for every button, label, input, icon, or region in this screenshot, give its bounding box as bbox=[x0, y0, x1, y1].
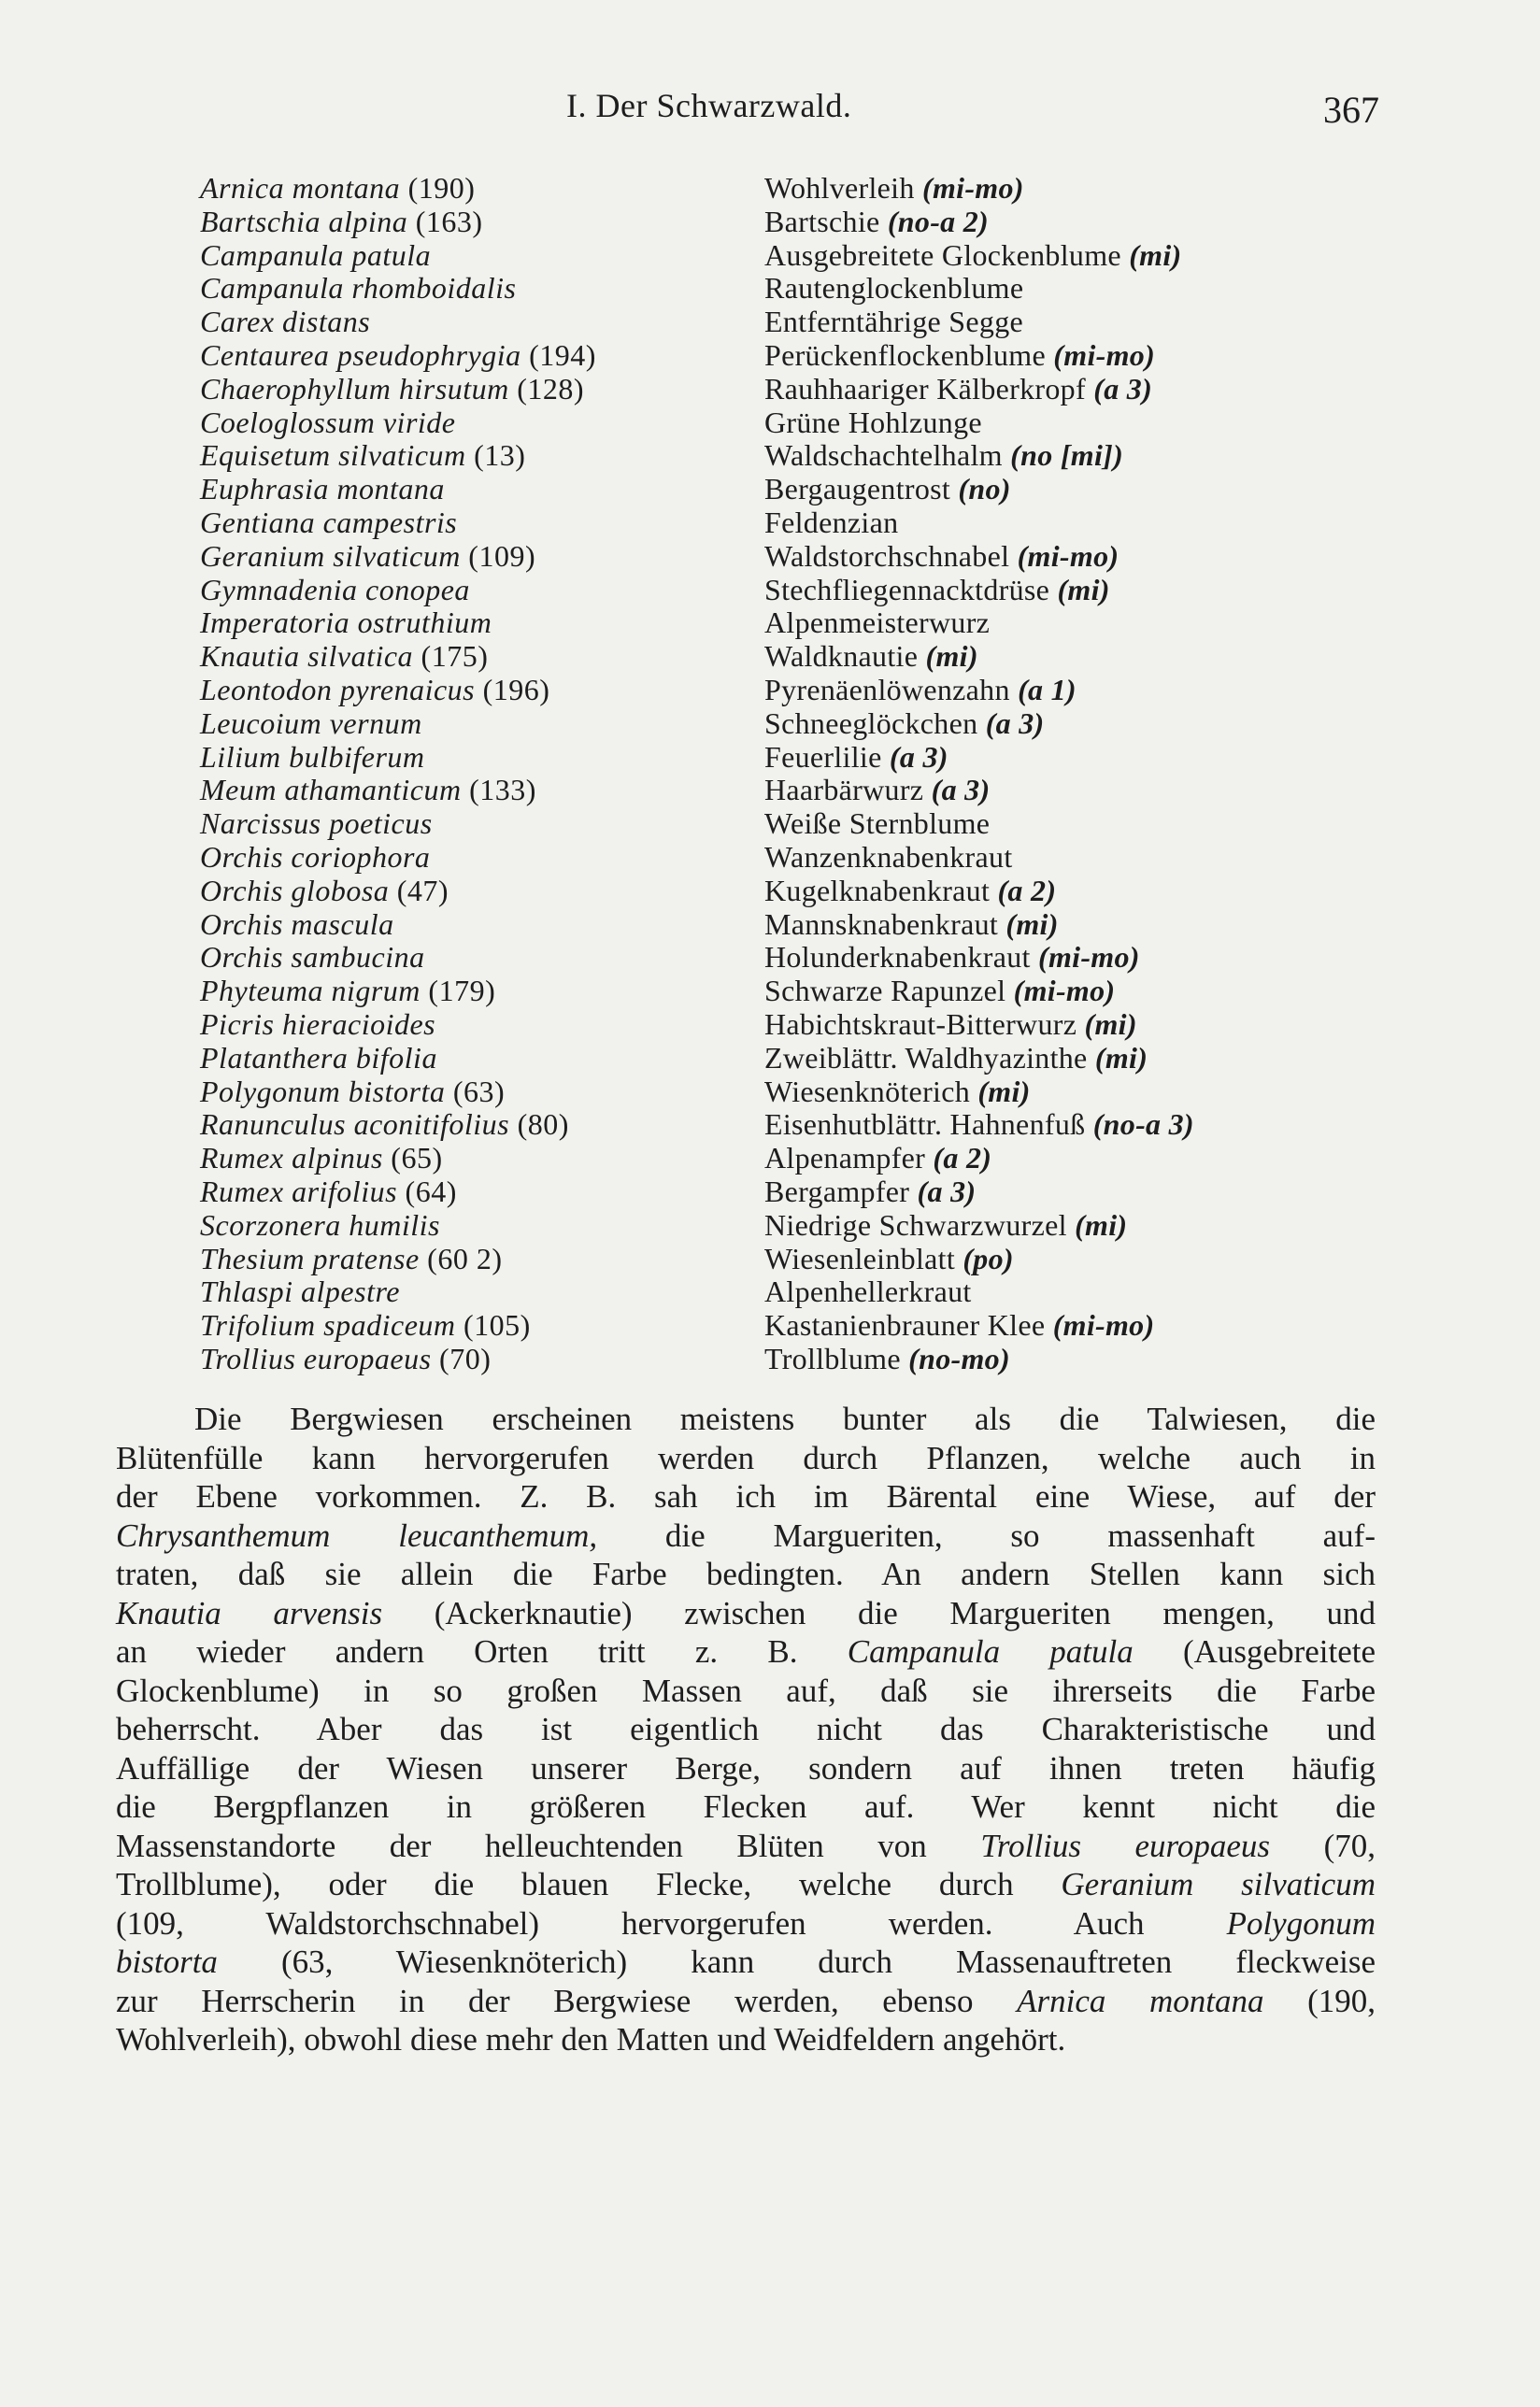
latin-name bbox=[200, 841, 430, 875]
german-name bbox=[764, 606, 990, 640]
species-row bbox=[200, 206, 1415, 239]
species-row bbox=[200, 807, 1415, 841]
habitat-code: (mi-mo) bbox=[1046, 337, 1156, 372]
habitat-code: (mi-mo) bbox=[1009, 538, 1119, 573]
reference-number: (179) bbox=[420, 974, 496, 1008]
latin-name bbox=[200, 306, 370, 339]
german-name-text: Alpenmeisterwurz bbox=[764, 605, 991, 640]
german-name-text: Grüne Hohlzunge bbox=[764, 405, 982, 439]
text-run: die Margueriten, so massenhaft auf- bbox=[597, 1517, 1376, 1554]
latin-name-text: Leucoium vernum bbox=[200, 705, 422, 740]
latin-name-text: Ranunculus aconitifolius bbox=[200, 1107, 510, 1142]
german-name bbox=[764, 908, 1059, 942]
species-row bbox=[200, 1075, 1415, 1109]
german-name bbox=[764, 1008, 1137, 1042]
latin-name-text: Bartschia alpina bbox=[200, 204, 408, 238]
latin-name-text: Orchis coriophora bbox=[200, 839, 431, 874]
latin-name bbox=[200, 473, 445, 506]
habitat-code: (no-a 2) bbox=[879, 204, 990, 238]
latin-name bbox=[200, 774, 536, 807]
german-name-text: Entferntährige Segge bbox=[764, 305, 1023, 339]
latin-name bbox=[200, 741, 425, 775]
german-name-text: Kastanienbrauner Klee bbox=[764, 1308, 1046, 1343]
species-row bbox=[200, 439, 1415, 473]
latin-name-text: Orchis sambucina bbox=[200, 940, 425, 975]
german-name-text: Waldknautie bbox=[764, 639, 919, 674]
latin-name-text: Thesium pratense bbox=[200, 1241, 420, 1275]
german-name bbox=[764, 1275, 972, 1309]
german-name bbox=[764, 339, 1155, 373]
german-name bbox=[764, 707, 1045, 741]
species-row bbox=[200, 1343, 1415, 1376]
species-row bbox=[200, 908, 1415, 942]
latin-name-text: Rumex arifolius bbox=[200, 1174, 398, 1208]
species-row bbox=[200, 1175, 1415, 1209]
german-name-text: Waldstorchschnabel bbox=[764, 538, 1010, 573]
habitat-code: (mi) bbox=[1066, 1207, 1128, 1242]
species-reference: Trollius europaeus bbox=[980, 1827, 1271, 1864]
german-name-text: Perückenflockenblume bbox=[764, 337, 1046, 372]
reference-number: (133) bbox=[461, 773, 536, 807]
latin-name bbox=[200, 1243, 502, 1276]
paragraph-line bbox=[116, 1477, 1376, 1517]
species-row bbox=[200, 941, 1415, 975]
german-name bbox=[764, 473, 1011, 506]
german-name bbox=[764, 172, 1024, 206]
habitat-code: (mi) bbox=[1087, 1040, 1148, 1075]
german-name-text: Schwarze Rapunzel bbox=[764, 974, 1006, 1008]
paragraph-line bbox=[116, 1632, 1376, 1672]
habitat-code: (mi-mo) bbox=[1030, 940, 1140, 975]
species-row bbox=[200, 674, 1415, 707]
latin-name bbox=[200, 1209, 440, 1243]
text-run: zur Herrscherin in der Bergwiese werden, ebenso bbox=[116, 1982, 1018, 2019]
text-run: (63, Wiesenknöterich) kann durch Massenauftreten fleckweise bbox=[217, 1944, 1376, 1980]
reference-number: (65) bbox=[382, 1141, 443, 1175]
text-run: (Ackerknautie) zwischen die Margueriten mengen, und bbox=[382, 1594, 1376, 1631]
paragraph-line bbox=[116, 1904, 1376, 1944]
latin-name-text: Trollius europaeus bbox=[200, 1341, 432, 1375]
habitat-code: (mi-mo) bbox=[1045, 1308, 1155, 1343]
species-row bbox=[200, 875, 1415, 908]
reference-number: (109) bbox=[460, 538, 536, 573]
german-name-text: Wiesenleinblatt bbox=[764, 1241, 956, 1275]
species-row bbox=[200, 574, 1415, 607]
german-name-text: Bartschie bbox=[764, 204, 880, 238]
latin-name-text: Thlaspi alpestre bbox=[200, 1275, 400, 1309]
german-name bbox=[764, 807, 990, 841]
text-run: Massenstandorte der helleuchtenden Blüten von bbox=[116, 1827, 981, 1864]
german-name-text: Alpenampfer bbox=[764, 1141, 926, 1175]
german-name-text: Waldschachtelhalm bbox=[764, 438, 1003, 473]
latin-name-text: Gymnadenia conopea bbox=[200, 572, 470, 606]
habitat-code: (a 3) bbox=[923, 773, 991, 807]
german-name bbox=[764, 439, 1123, 473]
paragraph-line bbox=[116, 2020, 1376, 2059]
latin-name bbox=[200, 1343, 491, 1376]
german-name bbox=[764, 841, 1013, 875]
habitat-code: (a 3) bbox=[909, 1174, 977, 1208]
habitat-code: (mi) bbox=[918, 639, 978, 674]
latin-name bbox=[200, 1175, 457, 1209]
habitat-code: (a 2) bbox=[925, 1141, 992, 1175]
german-name-text: Wanzenknabenkraut bbox=[764, 839, 1013, 874]
german-name bbox=[764, 774, 990, 807]
species-row bbox=[200, 606, 1415, 640]
species-row bbox=[200, 774, 1415, 807]
paragraph-line bbox=[116, 1827, 1376, 1866]
species-table bbox=[200, 172, 1415, 1376]
latin-name-text: Picris hieracioides bbox=[200, 1006, 436, 1041]
latin-name-text: Lilium bulbiferum bbox=[200, 739, 425, 774]
species-row bbox=[200, 272, 1415, 306]
body-paragraph bbox=[116, 1400, 1376, 2059]
habitat-code: (mi-mo) bbox=[914, 171, 1024, 205]
habitat-code: (no) bbox=[950, 472, 1011, 506]
latin-name-text: Gentiana campestris bbox=[200, 505, 458, 539]
reference-number: (128) bbox=[508, 371, 585, 406]
latin-name bbox=[200, 1042, 437, 1075]
german-name-text: Feuerlilie bbox=[764, 739, 882, 774]
german-name-text: Stechfliegennacktdrüse bbox=[764, 572, 1050, 606]
paragraph-line bbox=[116, 1400, 1376, 1439]
species-row bbox=[200, 1142, 1415, 1175]
latin-name-text: Orchis mascula bbox=[200, 906, 394, 941]
species-row bbox=[200, 172, 1415, 206]
text-run: Glockenblume) in so großen Massen auf, daß sie ihrerseits die Farbe bbox=[116, 1672, 1376, 1709]
reference-number: (175) bbox=[413, 639, 489, 674]
species-reference: Geranium silvaticum bbox=[1061, 1866, 1376, 1902]
german-name-text: Bergampfer bbox=[764, 1174, 910, 1208]
paragraph-line bbox=[116, 1943, 1376, 1982]
text-run: (190, bbox=[1263, 1982, 1376, 2019]
text-run: Die Bergwiesen erscheinen meistens bunter als die Talwiesen, die bbox=[194, 1401, 1376, 1437]
latin-name-text: Meum athamanticum bbox=[200, 773, 462, 807]
german-name bbox=[764, 741, 948, 775]
text-run: (Ausgebreitete bbox=[1133, 1633, 1376, 1670]
reference-number: (105) bbox=[455, 1308, 531, 1343]
latin-name-text: Rumex alpinus bbox=[200, 1141, 383, 1175]
latin-name-text: Polygonum bistorta bbox=[200, 1074, 446, 1108]
german-name bbox=[764, 574, 1110, 607]
species-row bbox=[200, 306, 1415, 339]
page-header bbox=[0, 77, 1540, 133]
german-name bbox=[764, 239, 1182, 273]
latin-name bbox=[200, 674, 549, 707]
german-name-text: Pyrenäenlöwenzahn bbox=[764, 672, 1010, 706]
species-row bbox=[200, 707, 1415, 741]
latin-name bbox=[200, 272, 516, 306]
text-run: (109, Waldstorchschnabel) hervorgerufen werden. Auch bbox=[116, 1904, 1227, 1942]
latin-name bbox=[200, 540, 535, 574]
species-row bbox=[200, 239, 1415, 273]
german-name-text: Wohlverleih bbox=[764, 171, 915, 205]
paragraph-line bbox=[116, 1672, 1376, 1711]
reference-number: (63) bbox=[445, 1074, 506, 1108]
latin-name-text: Carex distans bbox=[200, 305, 371, 339]
german-name-text: Schneeglöckchen bbox=[764, 705, 978, 740]
text-run: Auffällige der Wiesen unserer Berge, sondern auf ihnen treten häufig bbox=[116, 1749, 1376, 1787]
species-reference: bistorta bbox=[116, 1944, 218, 1980]
text-run: Wohlverleih), obwohl diese mehr den Matten und Weidfeldern angehört. bbox=[116, 2021, 1066, 2058]
german-name bbox=[764, 206, 989, 239]
latin-name bbox=[200, 707, 422, 741]
species-row bbox=[200, 1042, 1415, 1075]
text-run: Trollblume), oder die blauen Flecke, welche durch bbox=[116, 1866, 1062, 1902]
species-row bbox=[200, 506, 1415, 540]
german-name-text: Alpenhellerkraut bbox=[764, 1275, 972, 1309]
reference-number: (163) bbox=[407, 204, 483, 238]
latin-name bbox=[200, 1142, 443, 1175]
species-row bbox=[200, 1008, 1415, 1042]
german-name bbox=[764, 640, 978, 674]
latin-name bbox=[200, 1075, 505, 1109]
latin-name bbox=[200, 875, 449, 908]
german-name bbox=[764, 1343, 1010, 1376]
german-name bbox=[764, 540, 1119, 574]
habitat-code: (a 3) bbox=[881, 739, 948, 774]
reference-number: (80) bbox=[509, 1107, 569, 1142]
german-name-text: Habichtskraut-Bitterwurz bbox=[764, 1006, 1077, 1041]
paragraph-line bbox=[116, 1517, 1376, 1556]
paragraph-line bbox=[116, 1865, 1376, 1904]
latin-name-text: Chaerophyllum hirsutum bbox=[200, 371, 509, 406]
species-row bbox=[200, 1309, 1415, 1343]
latin-name bbox=[200, 1108, 569, 1142]
species-row bbox=[200, 640, 1415, 674]
latin-name-text: Campanula patula bbox=[200, 237, 432, 272]
text-run: traten, daß sie allein die Farbe bedingten. An andern Stellen kann sich bbox=[116, 1556, 1376, 1592]
species-row bbox=[200, 473, 1415, 506]
species-row bbox=[200, 339, 1415, 373]
species-row bbox=[200, 540, 1415, 574]
german-name-text: Rauhhaariger Kälberkropf bbox=[764, 371, 1086, 406]
running-title: I. Der Schwarzwald. bbox=[566, 87, 852, 124]
latin-name bbox=[200, 172, 475, 206]
species-row bbox=[200, 1243, 1415, 1276]
latin-name bbox=[200, 574, 470, 607]
latin-name-text: Orchis globosa bbox=[200, 873, 390, 907]
german-name-text: Kugelknabenkraut bbox=[764, 873, 991, 907]
latin-name-text: Knautia silvatica bbox=[200, 639, 414, 674]
german-name-text: Feldenzian bbox=[764, 505, 899, 539]
paragraph-line bbox=[116, 1439, 1376, 1478]
paragraph-line bbox=[116, 1710, 1376, 1749]
german-name bbox=[764, 674, 1077, 707]
species-reference: Arnica montana bbox=[1017, 1982, 1264, 2019]
text-run: beherrscht. Aber das ist eigentlich nicht das Charakteristische und bbox=[116, 1711, 1376, 1747]
latin-name-text: Centaurea pseudophrygia bbox=[200, 337, 521, 372]
paragraph-line bbox=[116, 1555, 1376, 1594]
species-reference: Campanula patula bbox=[847, 1633, 1134, 1670]
german-name-text: Haarbärwurz bbox=[764, 773, 924, 807]
german-name bbox=[764, 975, 1115, 1008]
latin-name-text: Trifolium spadiceum bbox=[200, 1308, 456, 1343]
latin-name-text: Imperatoria ostruthium bbox=[200, 605, 492, 640]
latin-name-text: Euphrasia montana bbox=[200, 472, 445, 506]
text-run: (70, bbox=[1270, 1827, 1376, 1864]
latin-name-text: Platanthera bifolia bbox=[200, 1040, 437, 1075]
latin-name-text: Leontodon pyrenaicus bbox=[200, 672, 476, 706]
text-run: an wieder andern Orten tritt z. B. bbox=[116, 1633, 848, 1670]
german-name bbox=[764, 1108, 1194, 1142]
reference-number: (194) bbox=[520, 337, 596, 372]
habitat-code: (po) bbox=[955, 1241, 1014, 1275]
latin-name-text: Phyteuma nigrum bbox=[200, 974, 421, 1008]
text-run: Blütenfülle kann hervorgerufen werden durch Pflanzen, welche auch in bbox=[116, 1439, 1376, 1476]
reference-number: (47) bbox=[389, 873, 449, 907]
latin-name bbox=[200, 1008, 435, 1042]
habitat-code: (mi) bbox=[1049, 572, 1110, 606]
german-name-text: Bergaugentrost bbox=[764, 472, 951, 506]
german-name bbox=[764, 506, 898, 540]
species-row bbox=[200, 406, 1415, 440]
reference-number: (70) bbox=[431, 1341, 492, 1375]
latin-name bbox=[200, 406, 455, 440]
german-name-text: Ausgebreitete Glockenblume bbox=[764, 237, 1121, 272]
german-name-text: Eisenhutblättr. Hahnenfuß bbox=[764, 1107, 1086, 1142]
german-name-text: Niedrige Schwarzwurzel bbox=[764, 1207, 1067, 1242]
species-reference: Chrysanthemum leucanthemum, bbox=[116, 1517, 598, 1554]
habitat-code: (no-mo) bbox=[900, 1341, 1010, 1375]
latin-name bbox=[200, 339, 596, 373]
reference-number: (60 2) bbox=[419, 1241, 503, 1275]
paragraph-line bbox=[116, 1787, 1376, 1827]
species-reference: Polygonum bbox=[1226, 1904, 1376, 1942]
paragraph-line bbox=[116, 1982, 1376, 2021]
german-name bbox=[764, 1175, 976, 1209]
latin-name-text: Campanula rhomboidalis bbox=[200, 271, 517, 306]
species-row bbox=[200, 1108, 1415, 1142]
habitat-code: (mi) bbox=[1077, 1006, 1137, 1041]
latin-name bbox=[200, 1275, 400, 1309]
habitat-code: (a 3) bbox=[1085, 371, 1153, 406]
german-name bbox=[764, 272, 1023, 306]
species-row bbox=[200, 373, 1415, 406]
page-number: 367 bbox=[1323, 89, 1379, 131]
german-name bbox=[764, 1042, 1148, 1075]
reference-number: (196) bbox=[475, 672, 550, 706]
german-name-text: Weiße Sternblume bbox=[764, 806, 991, 841]
habitat-code: (mi) bbox=[998, 906, 1059, 941]
german-name bbox=[764, 373, 1152, 406]
habitat-code: (mi) bbox=[970, 1074, 1031, 1108]
habitat-code: (a 1) bbox=[1009, 672, 1077, 706]
latin-name bbox=[200, 239, 431, 273]
latin-name bbox=[200, 206, 483, 239]
latin-name bbox=[200, 506, 457, 540]
habitat-code: (mi) bbox=[1120, 237, 1182, 272]
reference-number: (13) bbox=[465, 438, 526, 473]
habitat-code: (mi-mo) bbox=[1005, 974, 1116, 1008]
german-name-text: Mannsknabenkraut bbox=[764, 906, 999, 941]
latin-name bbox=[200, 1309, 531, 1343]
german-name-text: Wiesenknöterich bbox=[764, 1074, 971, 1108]
habitat-code: (a 2) bbox=[990, 873, 1057, 907]
latin-name bbox=[200, 908, 394, 942]
species-row bbox=[200, 1275, 1415, 1309]
german-name bbox=[764, 406, 982, 440]
latin-name-text: Coeloglossum viride bbox=[200, 405, 456, 439]
latin-name bbox=[200, 807, 433, 841]
species-row bbox=[200, 1209, 1415, 1243]
paragraph-line bbox=[116, 1594, 1376, 1633]
latin-name-text: Arnica montana bbox=[200, 171, 401, 205]
paragraph-line bbox=[116, 1749, 1376, 1788]
german-name-text: Rautenglockenblume bbox=[764, 271, 1024, 306]
latin-name-text: Scorzonera humilis bbox=[200, 1207, 440, 1242]
latin-name bbox=[200, 941, 425, 975]
species-row bbox=[200, 841, 1415, 875]
reference-number: (190) bbox=[400, 171, 476, 205]
german-name bbox=[764, 1075, 1031, 1109]
german-name bbox=[764, 1142, 991, 1175]
german-name bbox=[764, 1209, 1127, 1243]
latin-name bbox=[200, 640, 488, 674]
latin-name-text: Geranium silvaticum bbox=[200, 538, 461, 573]
habitat-code: (no-a 3) bbox=[1085, 1107, 1194, 1142]
latin-name bbox=[200, 373, 584, 406]
latin-name bbox=[200, 975, 495, 1008]
text-run: der Ebene vorkommen. Z. B. sah ich im Bärental eine Wiese, auf der bbox=[116, 1478, 1376, 1515]
species-reference: Knautia arvensis bbox=[116, 1594, 383, 1631]
german-name bbox=[764, 941, 1140, 975]
german-name bbox=[764, 306, 1023, 339]
german-name-text: Trollblume bbox=[764, 1341, 901, 1375]
latin-name bbox=[200, 439, 525, 473]
german-name bbox=[764, 875, 1056, 908]
latin-name-text: Narcissus poeticus bbox=[200, 806, 433, 841]
reference-number: (64) bbox=[397, 1174, 457, 1208]
latin-name-text: Equisetum silvaticum bbox=[200, 438, 466, 473]
species-row bbox=[200, 975, 1415, 1008]
german-name bbox=[764, 1309, 1154, 1343]
habitat-code: (a 3) bbox=[977, 705, 1045, 740]
german-name-text: Holunderknabenkraut bbox=[764, 940, 1031, 975]
german-name bbox=[764, 1243, 1014, 1276]
species-row bbox=[200, 741, 1415, 775]
habitat-code: (no [mi]) bbox=[1002, 438, 1124, 473]
latin-name bbox=[200, 606, 492, 640]
text-run: die Bergpflanzen in größeren Flecken auf. Wer kennt nicht die bbox=[116, 1788, 1376, 1825]
german-name-text: Zweiblättr. Waldhyazinthe bbox=[764, 1040, 1088, 1075]
